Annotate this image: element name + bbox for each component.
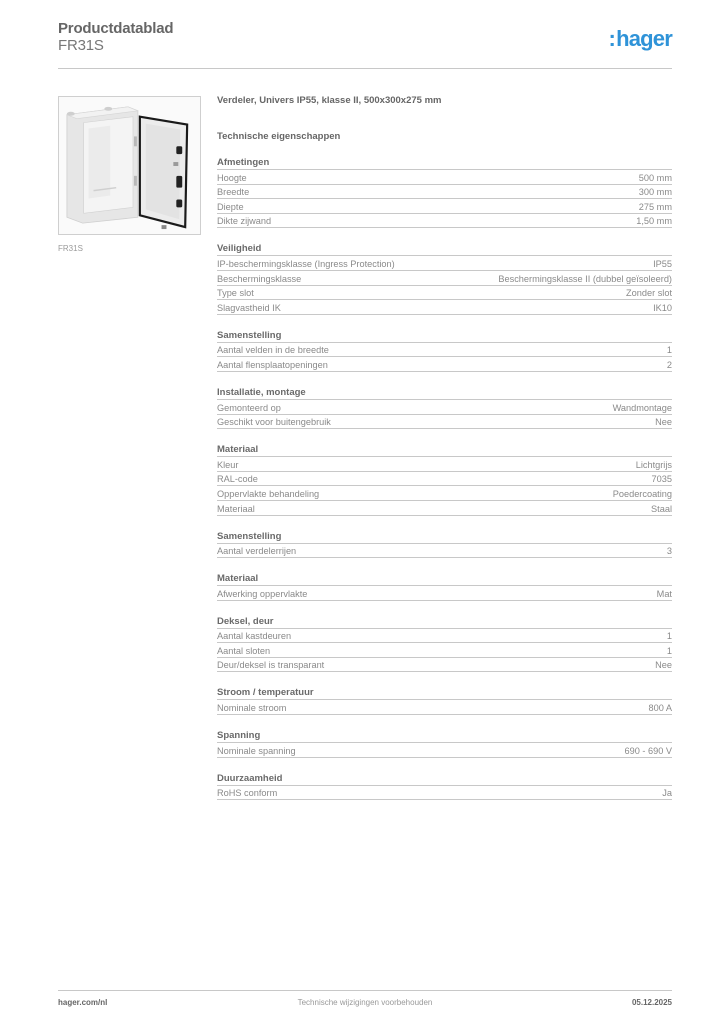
section-title: Spanning [217, 730, 672, 743]
website-link[interactable]: hager.com/nl [58, 998, 108, 1007]
section-title: Installatie, montage [217, 387, 672, 400]
spec-row [217, 185, 672, 200]
spec-value: 300 mm [638, 187, 672, 198]
spec-value: 275 mm [638, 201, 672, 212]
spec-section [217, 773, 672, 801]
spec-row [217, 486, 672, 501]
spec-label: Breedte [217, 187, 250, 198]
spec-row [217, 629, 672, 644]
section-title: Samenstelling [217, 531, 672, 544]
spec-row [217, 343, 672, 358]
spec-value: Poedercoating [612, 488, 672, 499]
spec-value: 500 mm [638, 172, 672, 183]
spec-section [217, 730, 672, 758]
spec-value: IK10 [653, 302, 672, 313]
document-title: Productdatablad [58, 20, 174, 37]
spec-label: Dikte zijwand [217, 216, 272, 227]
spec-value: 1 [666, 345, 672, 356]
page-footer [58, 998, 672, 1012]
spec-row [217, 658, 672, 673]
spec-label: Type slot [217, 288, 254, 299]
spec-label: Materiaal [217, 503, 255, 514]
spec-row [217, 586, 672, 601]
spec-value: Beschermingsklasse II (dubbel geïsoleerd) [498, 273, 672, 284]
spec-label: Slagvastheid IK [217, 302, 281, 313]
spec-row [217, 472, 672, 487]
spec-value: IP55 [653, 258, 672, 269]
spec-value: 1,50 mm [636, 216, 672, 227]
spec-row [217, 544, 672, 559]
spec-value: Staal [651, 503, 672, 514]
product-code: FR31S [58, 37, 104, 54]
spec-value: Wandmontage [612, 402, 672, 413]
spec-section [217, 531, 672, 559]
spec-section [217, 330, 672, 372]
spec-section [217, 616, 672, 673]
header-divider [58, 68, 672, 69]
spec-value: Mat [656, 588, 672, 599]
spec-value: Nee [655, 660, 672, 671]
spec-label: Nominale stroom [217, 703, 287, 714]
spec-label: Aantal verdelerrijen [217, 546, 297, 557]
spec-section [217, 157, 672, 228]
spec-value: Zonder slot [626, 288, 672, 299]
spec-row [217, 415, 672, 430]
section-title: Materiaal [217, 444, 672, 457]
spec-label: Diepte [217, 201, 244, 212]
spec-value: Lichtgrijs [635, 459, 672, 470]
spec-row [217, 786, 672, 801]
spec-value: Ja [662, 788, 672, 799]
spec-label: Deur/deksel is transparant [217, 660, 325, 671]
spec-value: 1 [666, 631, 672, 642]
spec-label: Aantal kastdeuren [217, 631, 292, 642]
technical-properties-heading: Technische eigenschappen [217, 131, 341, 142]
spec-label: Oppervlakte behandeling [217, 488, 320, 499]
section-title: Afmetingen [217, 157, 672, 170]
spec-row [217, 256, 672, 271]
spec-label: IP-beschermingsklasse (Ingress Protection) [217, 258, 395, 269]
product-specs [217, 95, 672, 800]
spec-sections [217, 157, 672, 800]
spec-label: Geschikt voor buitengebruik [217, 417, 331, 428]
spec-section [217, 387, 672, 429]
spec-value: 800 A [648, 703, 672, 714]
spec-section [217, 444, 672, 515]
image-caption: FR31S [58, 244, 83, 253]
spec-row [217, 501, 672, 516]
document-date: 05.12.2025 [631, 998, 672, 1007]
spec-row [217, 170, 672, 185]
product-description: Verdeler, Univers IP55, klasse II, 500x300x275 mm [217, 95, 442, 106]
logo-text: hager [616, 26, 672, 51]
spec-row [217, 700, 672, 715]
spec-value: 1 [666, 645, 672, 656]
spec-value: 7035 [651, 474, 672, 485]
spec-label: RAL-code [217, 474, 258, 485]
electrical-enclosure-image [58, 96, 201, 235]
disclaimer-text: Technische wijzigingen voorbehouden [297, 998, 433, 1007]
spec-label: Hoogte [217, 172, 247, 183]
spec-label: Aantal flensplaatopeningen [217, 359, 328, 370]
spec-row [217, 286, 672, 301]
spec-row [217, 300, 672, 315]
section-title: Stroom / temperatuur [217, 687, 672, 700]
spec-label: Afwerking oppervlakte [217, 588, 308, 599]
spec-label: Beschermingsklasse [217, 273, 302, 284]
spec-label: Kleur [217, 459, 239, 470]
spec-row [217, 643, 672, 658]
section-title: Deksel, deur [217, 616, 672, 629]
spec-value: Nee [655, 417, 672, 428]
spec-label: RoHS conform [217, 788, 278, 799]
spec-value: 3 [666, 546, 672, 557]
spec-row [217, 457, 672, 472]
spec-row [217, 199, 672, 214]
spec-section [217, 243, 672, 314]
section-title: Samenstelling [217, 330, 672, 343]
spec-row [217, 400, 672, 415]
page-header [58, 20, 672, 70]
spec-row [217, 271, 672, 286]
spec-section [217, 573, 672, 601]
spec-row [217, 214, 672, 229]
spec-row [217, 357, 672, 372]
spec-label: Gemonteerd op [217, 402, 281, 413]
section-title: Veiligheid [217, 243, 672, 256]
spec-value: 2 [666, 359, 672, 370]
hager-logo [609, 26, 672, 52]
spec-section [217, 687, 672, 715]
section-title: Materiaal [217, 573, 672, 586]
spec-label: Aantal sloten [217, 645, 271, 656]
section-title: Duurzaamheid [217, 773, 672, 786]
spec-label: Aantal velden in de breedte [217, 345, 329, 356]
footer-divider [58, 990, 672, 991]
spec-label: Nominale spanning [217, 745, 296, 756]
logo-colon: : [608, 26, 616, 51]
spec-value: 690 - 690 V [624, 745, 672, 756]
spec-row [217, 743, 672, 758]
